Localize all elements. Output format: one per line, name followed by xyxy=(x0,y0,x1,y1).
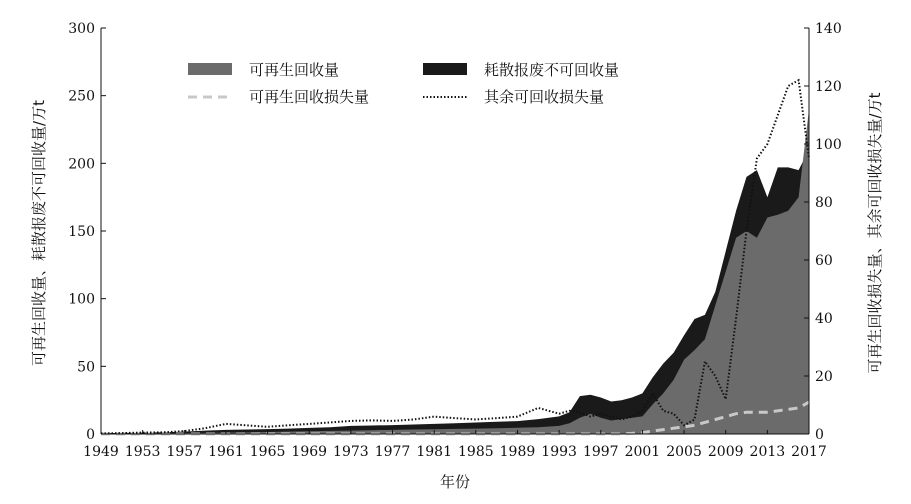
left-axis-tick-label: 50 xyxy=(77,359,95,376)
left-axis-tick-label: 150 xyxy=(68,224,95,240)
x-axis-tick-label: 1989 xyxy=(499,444,536,460)
legend-label-dissipative-scrap: 耗散报废不可回收量 xyxy=(484,61,620,79)
right-axis-tick-label: 120 xyxy=(815,79,842,95)
x-axis-tick-label: 1957 xyxy=(166,444,203,460)
right-axis-tick-label: 100 xyxy=(815,137,842,153)
legend-label-renewable-recovery: 可再生回收量 xyxy=(249,61,340,79)
plot-area xyxy=(101,80,809,434)
right-axis-tick-label: 80 xyxy=(815,195,833,211)
right-axis-title: 可再生回收损失量、其余可回收损失量/万t xyxy=(866,92,884,374)
x-axis-tick-label: 2009 xyxy=(707,444,744,460)
legend-swatch-dissipative-scrap xyxy=(423,63,467,75)
left-axis-tick-label: 300 xyxy=(68,21,95,37)
right-axis-tick-label: 20 xyxy=(815,369,833,385)
right-axis-tick-label: 0 xyxy=(815,427,824,443)
x-axis-tick-label: 1993 xyxy=(541,444,577,460)
left-axis-tick-label: 100 xyxy=(68,291,95,308)
left-axis-tick-label: 0 xyxy=(86,427,95,443)
x-axis-tick-label: 1969 xyxy=(291,444,328,460)
x-axis-title: 年份 xyxy=(439,473,471,491)
left-axis-tick-label: 250 xyxy=(68,88,95,105)
legend xyxy=(188,61,619,106)
series-area-renewable-recovery xyxy=(101,109,809,434)
x-axis-tick-label: 2013 xyxy=(749,444,786,460)
x-axis-tick-label: 2017 xyxy=(791,444,827,460)
x-axis-tick-label: 1949 xyxy=(83,444,119,460)
left-axis-title: 可再生回收量、耗散报废不可回收量/万t xyxy=(30,100,48,366)
right-axis-tick-label: 40 xyxy=(815,311,833,327)
right-axis-tick-label: 140 xyxy=(815,21,842,37)
x-axis-tick-label: 1981 xyxy=(416,444,452,460)
x-axis-tick-label: 2001 xyxy=(624,444,661,460)
x-axis-tick-label: 1965 xyxy=(249,444,286,460)
x-axis-tick-label: 1997 xyxy=(582,444,619,460)
x-axis-tick-label: 1953 xyxy=(124,444,161,460)
legend-label-renewable-loss: 可再生回收损失量 xyxy=(249,88,370,106)
x-axis-tick-label: 1973 xyxy=(333,444,369,460)
x-axis-tick-label: 1985 xyxy=(458,444,494,460)
legend-label-other-loss: 其余可回收损失量 xyxy=(484,88,605,106)
x-axis-tick-label: 1977 xyxy=(374,444,411,460)
right-axis-tick-label: 60 xyxy=(815,253,833,269)
legend-swatch-renewable-recovery xyxy=(188,63,232,75)
x-axis-tick-label: 1961 xyxy=(208,444,244,460)
x-axis-tick-label: 2005 xyxy=(666,444,702,460)
left-axis-tick-label: 200 xyxy=(68,156,95,173)
